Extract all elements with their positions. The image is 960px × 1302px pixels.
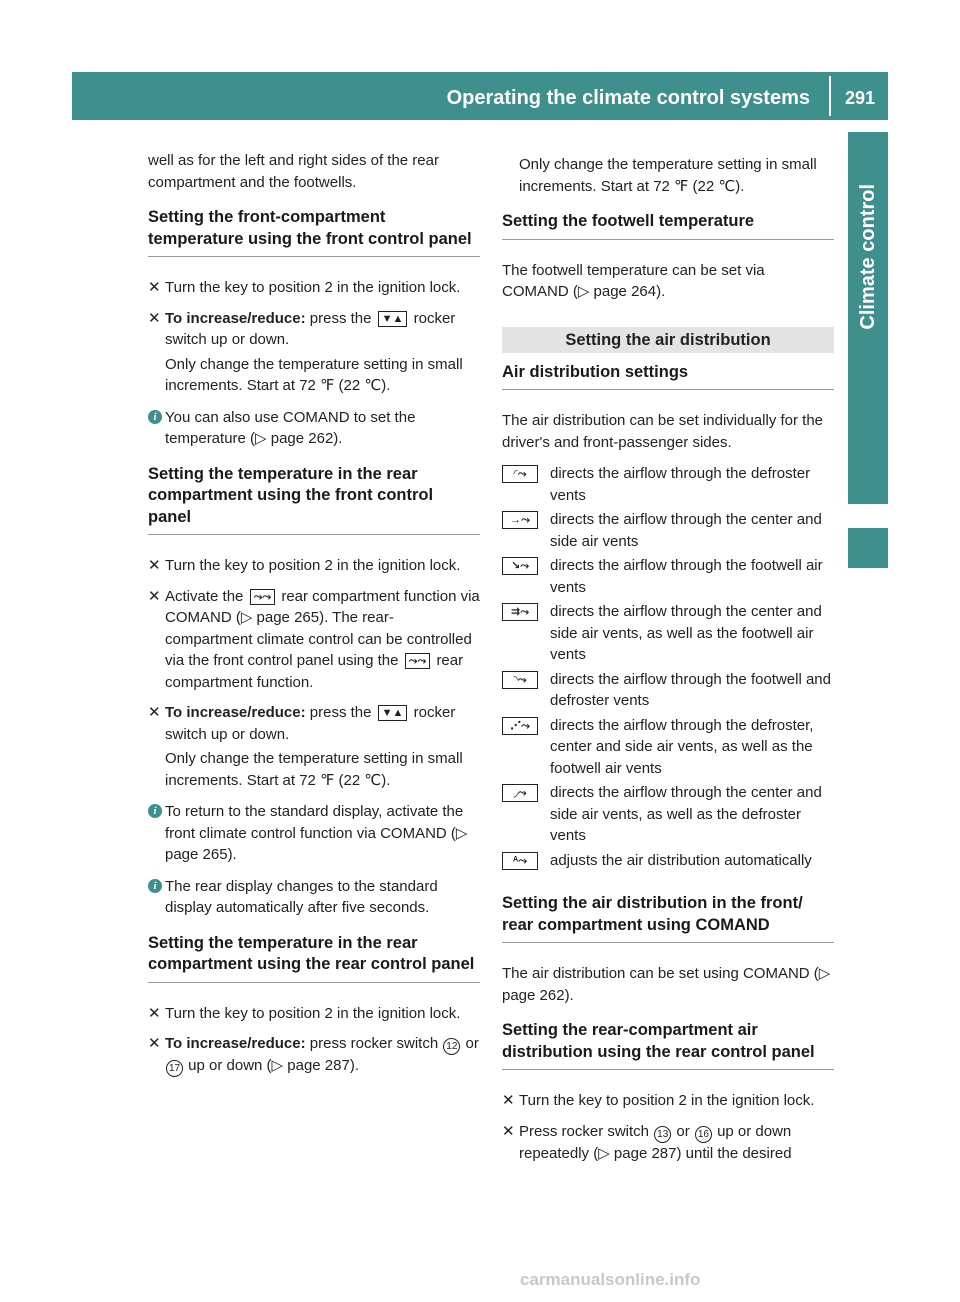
note-text: Only change the temperature setting in small increments. Start at 72 ℉ (22 ℃).: [165, 750, 463, 789]
info-icon: i: [148, 410, 162, 424]
step-bold: To increase/reduce:: [165, 704, 306, 721]
right-column: [502, 150, 834, 1173]
step-text: Turn the key to position 2 in the ignition lock.: [165, 279, 461, 296]
footwell-vent-icon: ↘⤳: [502, 557, 538, 575]
left-column: [148, 150, 480, 1086]
center-defrost-icon: ◞⤳: [502, 784, 538, 802]
step-arrow-icon: ✕: [502, 1122, 515, 1140]
distribution-text: directs the airflow through the defroster vents: [550, 465, 811, 504]
heading-comand: Setting the air distribution in the front/ rear compartment using COMAND: [502, 893, 834, 943]
info-text: The rear display changes to the standard display automatically after five seconds.: [165, 877, 438, 916]
distribution-text: adjusts the air distribution automatically: [550, 851, 812, 869]
side-chapter-label: Climate control: [857, 184, 879, 330]
rocker-switch-icon: ▼▲: [378, 705, 408, 721]
step-text: or: [676, 1122, 690, 1140]
distribution-text: directs the airflow through the footwell and defroster vents: [550, 670, 831, 709]
step-item: [148, 555, 480, 577]
distribution-item: [502, 782, 834, 847]
step-item: [502, 1090, 834, 1112]
intro-text: well as for the left and right sides of the rear compartment and the footwells.: [148, 152, 439, 191]
step-text: rear compartment function via COMAND (▷ page 265). The rear-compartment climate control can be controlled via the front control panel using the: [165, 587, 480, 669]
step-text: up or down (▷ page 287).: [188, 1057, 359, 1074]
heading-footwell: Setting the footwell temperature: [502, 211, 834, 240]
info-icon: i: [148, 804, 162, 818]
distribution-item: [502, 669, 834, 712]
distribution-text: directs the airflow through the center and side air vents, as well as the defroster vents: [550, 784, 822, 844]
center-footwell-icon: ⇉⤳: [502, 603, 538, 621]
callout-number-icon: 17: [166, 1060, 183, 1077]
note-text: Only change the temperature setting in small increments. Start at 72 ℉ (22 ℃).: [519, 156, 817, 195]
side-marker: [848, 528, 888, 568]
callout-number-icon: 12: [443, 1038, 460, 1055]
section-title-bar: Setting the air distribution: [502, 327, 834, 353]
info-note: [148, 407, 480, 450]
step-item: [148, 586, 480, 694]
step-text: Activate the: [165, 587, 244, 605]
heading-air-settings: Air distribution settings: [502, 362, 834, 391]
info-note: [148, 876, 480, 919]
distribution-item: [502, 715, 834, 780]
step-arrow-icon: ✕: [148, 309, 161, 327]
step-text: or: [465, 1035, 479, 1052]
step-arrow-icon: ✕: [148, 279, 161, 296]
distribution-item: [502, 850, 834, 872]
info-text: To return to the standard display, activate the front climate control function via COMAND (▷ page 265).: [165, 803, 468, 863]
footwell-text: The footwell temperature can be set via COMAND (▷ page 264).: [502, 261, 765, 300]
step-item: [502, 1121, 834, 1165]
step-arrow-icon: ✕: [148, 704, 161, 721]
distribution-item: [502, 601, 834, 666]
distribution-item: [502, 463, 834, 506]
footwell-defrost-icon: ◝⤳: [502, 671, 538, 689]
distribution-list: [502, 463, 834, 871]
distribution-item: [502, 555, 834, 598]
callout-number-icon: 13: [654, 1126, 671, 1143]
step-text: Turn the key to position 2 in the ignition lock.: [519, 1092, 815, 1109]
center-vent-icon: →⤳: [502, 511, 538, 529]
step-item: [148, 1003, 480, 1025]
page-number: 291: [844, 88, 876, 108]
rocker-switch-icon: ▼▲: [378, 311, 408, 327]
info-text: You can also use COMAND to set the temperature (▷ page 262).: [165, 408, 416, 447]
step-item: [148, 277, 480, 299]
step-bold: To increase/reduce:: [165, 309, 306, 327]
heading-rear-front-panel: Setting the temperature in the rear compartment using the front control panel: [148, 464, 480, 536]
air-intro-text: The air distribution can be set individually for the driver's and front-passenger sides.: [502, 412, 824, 451]
rear-compartment-icon: ⤳⤳: [405, 653, 431, 669]
step-text: Turn the key to position 2 in the ignition lock.: [165, 557, 461, 574]
step-text: press the: [309, 704, 372, 721]
all-vents-icon: ⋰⤳: [502, 717, 538, 735]
rear-compartment-icon: ⤳⤳: [250, 589, 276, 605]
auto-distribution-icon: ᴬ⤳: [502, 852, 538, 870]
heading-rear-panel-air: Setting the rear-compartment air distribution using the rear control panel: [502, 1020, 834, 1070]
watermark: carmanualsonline.info: [520, 1270, 701, 1289]
step-text: Turn the key to position 2 in the ignition lock.: [165, 1004, 461, 1022]
step-arrow-icon: ✕: [148, 587, 161, 605]
step-text: rear compartment function.: [165, 652, 464, 691]
side-chapter-tab: [848, 132, 888, 504]
defrost-icon: ◜⤳: [502, 465, 538, 483]
comand-text: The air distribution can be set using COMAND (▷ page 262).: [502, 965, 831, 1004]
step-item: [148, 702, 480, 745]
callout-number-icon: 16: [695, 1126, 712, 1143]
step-text: rocker switch up or down.: [165, 704, 456, 743]
distribution-text: directs the airflow through the center and side air vents, as well as the footwell air vents: [550, 603, 822, 663]
step-text: press the: [309, 309, 372, 327]
step-arrow-icon: ✕: [502, 1092, 515, 1109]
page-header-title: Operating the climate control systems: [446, 87, 810, 109]
note-text: Only change the temperature setting in small increments. Start at 72 ℉ (22 ℃).: [165, 355, 463, 394]
distribution-text: directs the airflow through the center and side air vents: [550, 511, 822, 550]
step-arrow-icon: ✕: [148, 1035, 161, 1052]
heading-front-temp: Setting the front-compartment temperature using the front control panel: [148, 207, 480, 257]
info-icon: i: [148, 879, 162, 893]
step-arrow-icon: ✕: [148, 1004, 161, 1022]
step-bold: To increase/reduce:: [165, 1035, 306, 1052]
distribution-item: [502, 509, 834, 552]
step-text: rocker switch up or down.: [165, 309, 456, 348]
heading-rear-rear-panel: Setting the temperature in the rear compartment using the rear control panel: [148, 933, 480, 983]
step-item: [148, 1033, 480, 1077]
header-bar: [72, 72, 888, 120]
header-divider: [829, 76, 831, 116]
distribution-text: directs the airflow through the defroster, center and side air vents, as well as the footwell air vents: [550, 716, 814, 777]
info-note: [148, 801, 480, 866]
step-item: [148, 308, 480, 351]
step-text: press rocker switch: [309, 1035, 439, 1052]
step-arrow-icon: ✕: [148, 557, 161, 574]
distribution-text: directs the airflow through the footwell air vents: [550, 557, 823, 596]
step-text: up or down repeatedly (▷ page 287) until the desired: [519, 1122, 792, 1162]
step-text: Press rocker switch: [519, 1122, 650, 1140]
